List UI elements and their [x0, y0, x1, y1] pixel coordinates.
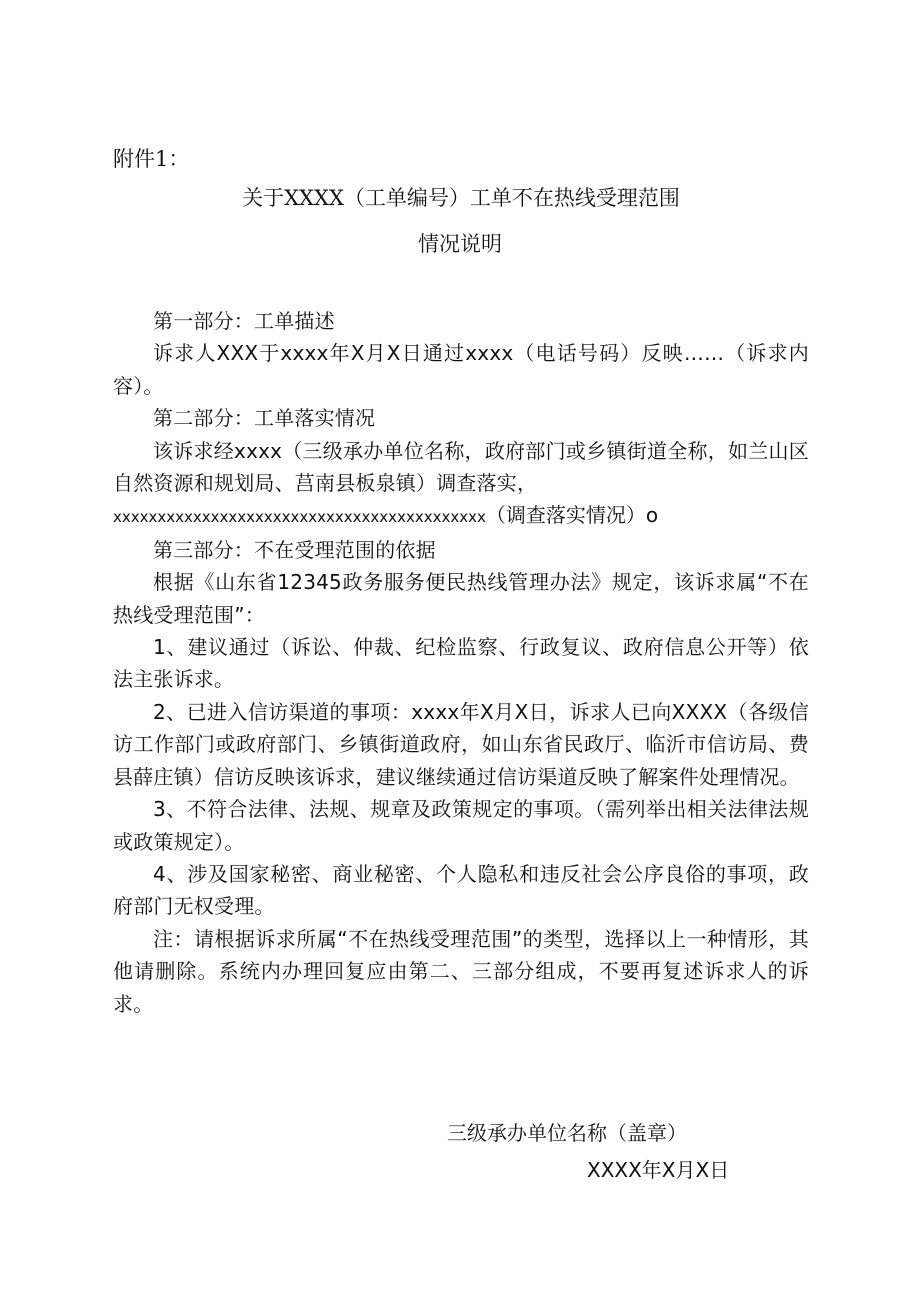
placeholder-line [113, 499, 809, 533]
signature-date: XXXX年X月X日 [587, 1158, 730, 1182]
placeholder-x: xxxxxxxxxxxxxxxxxxxxxxxxxxxxxxxxxxxxxxxxxx [113, 508, 486, 527]
item-1: 1、建议通过（诉讼、仲裁、纪检监察、行政复议、政府信息公开等）依法主张诉求。 [113, 635, 809, 692]
note-paragraph: 注：请根据诉求所属“不在热线受理范围”的类型，选择以上一种情形，其他请删除。系统内办理回复应由第二、三部分组成，不要再复述诉求人的诉求。 [113, 926, 809, 1016]
paragraph-complaint: 诉求人XXX于xxxx年X月X日通过xxxx（电话号码）反映……（诉求内容）。 [113, 341, 809, 398]
section-heading-1: 第一部分：工单描述 [153, 309, 335, 333]
item-2: 2、已进入信访渠道的事项：xxxx年X月X日，诉求人已向XXXX（各级信访工作部门或政府部门、乡镇街道政府，如山东省民政厅、临沂市信访局、费县薛庄镇）信访反映该诉求，建议继续通过信访渠道反映了解案件处理情况。 [113, 699, 809, 789]
document-title: 关于XXXX（工单编号）工单不在热线受理范围 [242, 186, 680, 210]
placeholder-tail: （调查落实情况）o [485, 503, 659, 528]
paragraph-basis: 根据《山东省12345政务服务便民热线管理办法》规定，该诉求属“不在热线受理范围”： [113, 570, 809, 627]
signature-unit: 三级承办单位名称（盖章） [447, 1121, 687, 1145]
section-heading-3: 第三部分：不在受理范围的依据 [153, 537, 436, 562]
attachment-label: 附件1： [113, 147, 190, 171]
section-heading-2: 第二部分：工单落实情况 [153, 406, 376, 431]
paragraph-implementation: 该诉求经xxxx（三级承办单位名称，政府部门或乡镇街道全称，如兰山区自然资源和规划局、莒南县板泉镇）调查落实， [113, 438, 809, 496]
item-4: 4、涉及国家秘密、商业秘密、个人隐私和违反社会公序良俗的事项，政府部门无权受理。 [113, 861, 809, 919]
document-body [113, 305, 809, 1020]
item-3: 3、不符合法律、法规、规章及政策规定的事项。（需列举出相关法律法规或政策规定）。 [113, 797, 809, 854]
document-subtitle: 情况说明 [418, 232, 502, 256]
